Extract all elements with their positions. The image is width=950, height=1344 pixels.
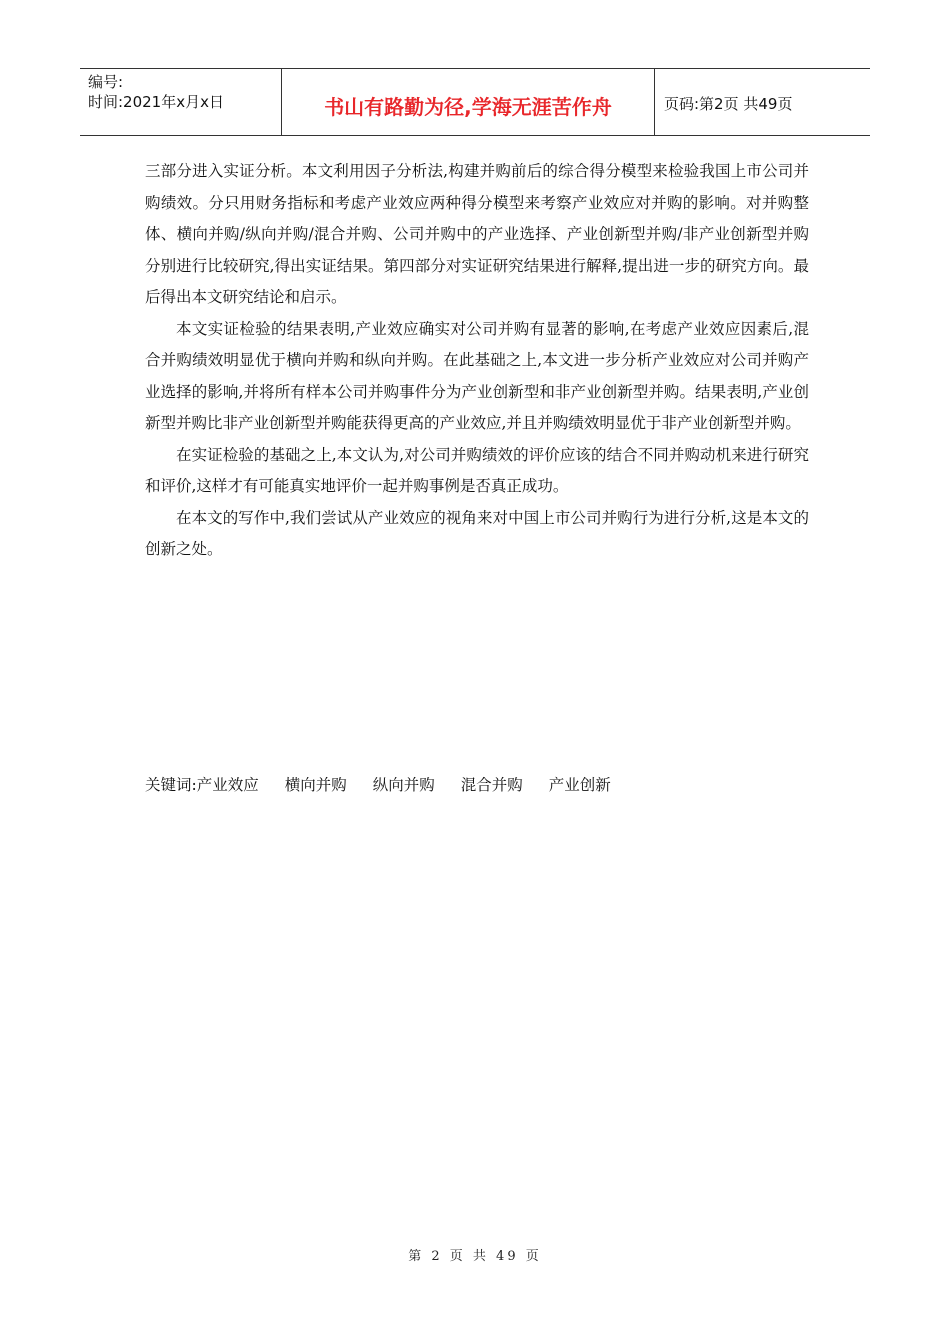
document-body — [145, 156, 809, 566]
code-label: 编号: — [88, 73, 124, 91]
paragraph: 本文实证检验的结果表明,产业效应确实对公司并购有显著的影响,在考虑产业效应因素后,混合并购绩效明显优于横向并购和纵向并购。在此基础之上,本文进一步分析产业效应对公司并购产业选择的影响,并将所有样本公司并购事件分为产业创新型和非产业创新型并购。结果表明,产业创新型并购比非产业创新型并购能获得更高的产业效应,并且并购绩效明显优于非产业创新型并购。 — [145, 319, 809, 432]
paragraph: 在本文的写作中,我们尝试从产业效应的视角来对中国上市公司并购行为进行分析,这是本文的创新之处。 — [145, 508, 809, 558]
page-header — [80, 68, 870, 136]
time-label: 时间:2021年x月x日 — [88, 93, 224, 111]
keyword: 产业创新 — [548, 776, 611, 794]
keywords-label: 关键词: — [145, 776, 197, 794]
header-page-info: 页码:第2页 共49页 — [664, 95, 793, 113]
page-footer: 第 2 页 共 49 页 — [408, 1249, 542, 1264]
header-motto: 书山有路勤为径,学海无涯苦作舟 — [282, 69, 655, 135]
keyword: 横向并购 — [284, 776, 347, 794]
paragraph: 在实证检验的基础之上,本文认为,对公司并购绩效的评价应该的结合不同并购动机来进行研究和评价,这样才有可能真实地评价一起并购事例是否真正成功。 — [145, 445, 809, 495]
keyword: 混合并购 — [460, 776, 523, 794]
keywords-line — [145, 770, 637, 802]
header-meta — [80, 69, 282, 135]
paragraph: 三部分进入实证分析。本文利用因子分析法,构建并购前后的综合得分模型来检验我国上市公司并购绩效。分只用财务指标和考虑产业效应两种得分模型来考察产业效应对并购的影响。对并购整体、横向并购/纵向并购/混合并购、公司并购中的产业选择、产业创新型并购/非产业创新型并购分别进行比较研究,得出实证结果。第四部分对实证研究结果进行解释,提出进一步的研究方向。最后得出本文研究结论和启示。 — [145, 162, 809, 306]
keyword: 纵向并购 — [372, 776, 435, 794]
keyword: 产业效应 — [196, 776, 259, 794]
